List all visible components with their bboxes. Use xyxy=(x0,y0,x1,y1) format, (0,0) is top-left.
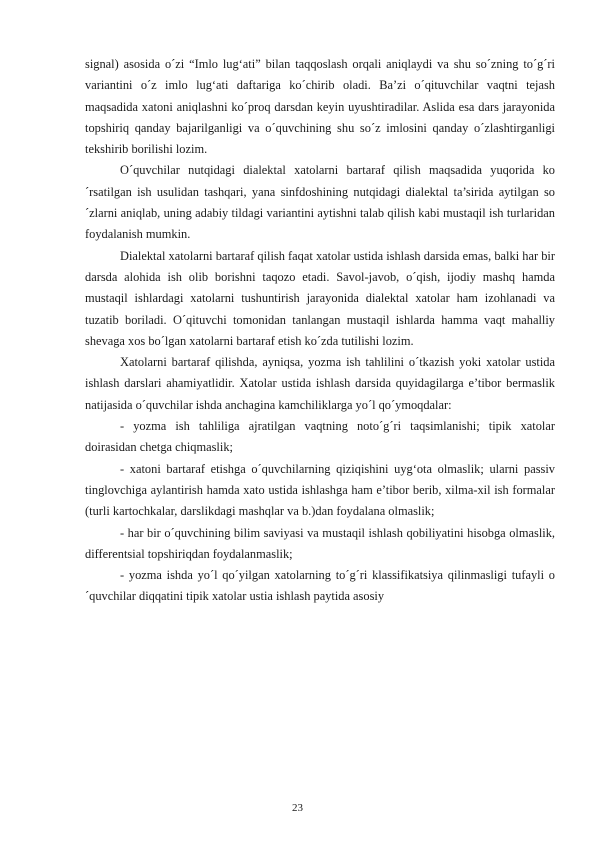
paragraph-4: Xatolarni bartaraf qilishda, ayniqsa, yozma ish tahlilini o´tkazish yoki xatolar ustida ishlash darslari ahamiyatlidir. Xatolar ustida ishlash darsida quyidagilarga e’tibor bermaslik natijasida o´quvchilar ishda anchagina kamchiliklarga yo´l qo´ymoqdalar: xyxy=(85,355,555,412)
page-number: 23 xyxy=(292,802,303,814)
paragraph-3: Dialektal xatolarni bartaraf qilish faqat xatolar ustida ishlash darsida emas, balki har bir darsda alohida ish olib borishni taqozo etadi. Savol-javob, o´qish, ijodiy mashq hamda mustaqil ishlardagi xatolarni tushuntirish jarayonida dialektal xatolar ham izohlanadi va tuzatib boriladi. O´qituvchi tomonidan tanlangan mustaqil ishlarda hamma vaqt mahalliy shevaga xos bo´lgan xatolarni bartaraf etish ko´zda tutilishi lozim. xyxy=(85,248,555,348)
paragraph-1: signal) asosida o´zi “Imlo lug‘ati” bilan taqqoslash orqali aniqlaydi va shu so´zning to´g´ri variantini o´z imlo lug‘ati daftariga ko´chirib oladi. Ba’zi o´qituvchilar vaqtni tejash maqsadida xatoni aniqlashni ko´proq darsdan keyin uyushtiradilar. Aslida esa dars jarayonida topshiriq qanday bajarilganligi va o´quvchining shu so´z imlosini qanday o´zlashtirganligi tekshirib borilishi lozim. xyxy=(85,57,555,157)
list-item: - xatoni bartaraf etishga o´quvchilarning qiziqishini uyg‘ota olmaslik; ularni passiv tinglovchiga aylantirish hamda xato ustida ishlashga ham e’tibor berib, xilma-xil ish formalar (turli kartochkalar, darslikdagi mashqlar va b.)dan foydalana olmaslik; xyxy=(85,461,555,519)
page-body xyxy=(85,54,555,608)
list-item: - yozma ishda yo´l qo´yilgan xatolarning to´g´ri klassifikatsiya qilinmasligi tufayli o´quvchilar diqqatini tipik xatolar ustia ishlash paytida asosiy xyxy=(85,568,555,604)
list-item: - har bir o´quvchining bilim saviyasi va mustaqil ishlash qobiliyatini hisobga olmaslik, differentsial topshiriqdan foydalanmaslik; xyxy=(85,525,555,561)
list-item: - yozma ish tahliliga ajratilgan vaqtning noto´g´ri taqsimlanishi; tipik xatolar doirasidan chetga chiqmaslik; xyxy=(85,419,555,455)
paragraph-2: O´quvchilar nutqidagi dialektal xatolarni bartaraf qilish maqsadida yuqorida ko´rsatilgan ish usulidan tashqari, yana sinfdoshining nutqidagi dialektal ta’sirida aytilgan so´zlarni aniqlab, uning adabiy tildagi variantini aytishni talab qilish kabi mustaqil ish turlaridan foydalanish mumkin. xyxy=(85,163,555,242)
